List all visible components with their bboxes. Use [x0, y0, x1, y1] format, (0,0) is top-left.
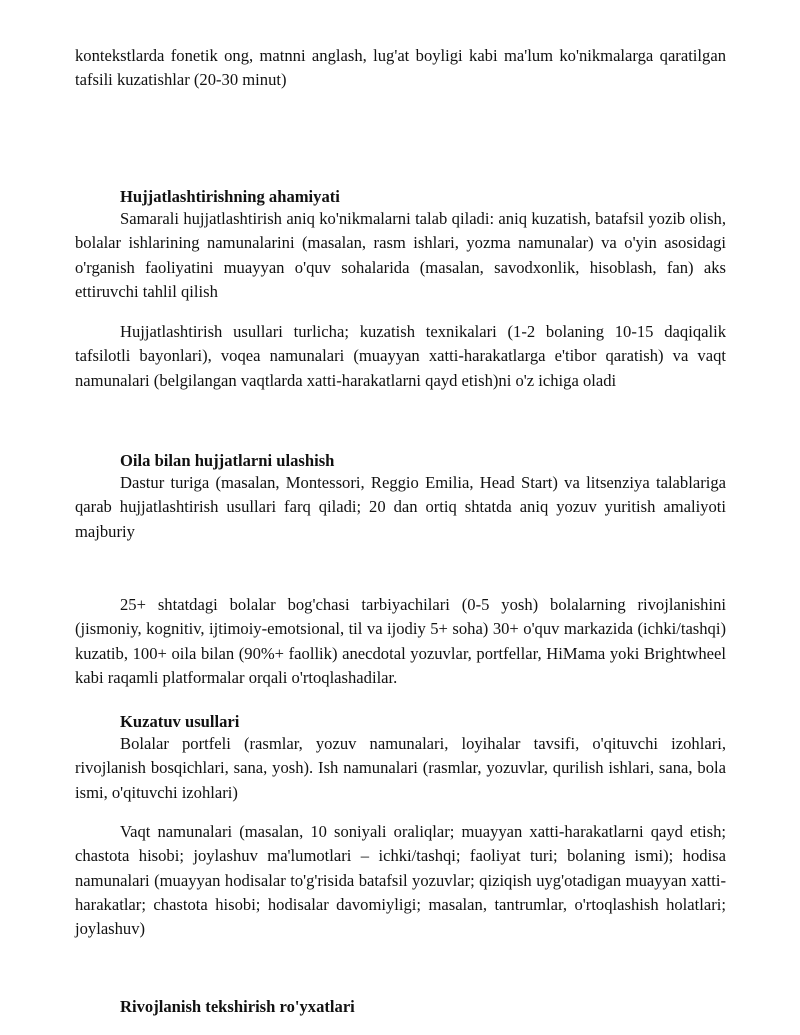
section-heading-observation-methods: Kuzatuv usullari	[120, 712, 240, 731]
continuation-paragraph: kontekstlarda fonetik ong, matnni anglash, lug'at boyligi kabi ma'lum ko'nikmalarga qaratilgan tafsili kuzatishlar (20-30 minut)	[75, 46, 726, 90]
section-heading-family-sharing: Oila bilan hujjatlarni ulashish	[120, 451, 335, 470]
paragraph-program-types: Dastur turiga (masalan, Montessori, Reggio Emilia, Head Start) va litsenziya talablariga qarab hujjatlashtirish usullari farq qiladi; 20 dan ortiq shtatda aniq yozuv yuritish amaliyoti majburiy	[75, 473, 726, 541]
paragraph-teachers-statistics: 25+ shtatdagi bolalar bog'chasi tarbiyachilari (0-5 yosh) bolalarning rivojlanishini (jismoniy, kognitiv, ijtimoiy-emotsional, til va ijodiy 5+ soha) 30+ o'quv markazida (ichki/tashqi) kuzatib, 100+ oila bilan (90%+ faollik) anecdotal yozuvlar, portfellar, HiMama yoki Brightwheel kabi raqamli platformalar orqali o'rtoqlashadilar.	[75, 595, 726, 687]
paragraph-portfolios: Bolalar portfeli (rasmlar, yozuv namunalari, loyihalar tavsifi, o'qituvchi izohlari, rivojlanish bosqichlari, sana, yosh). Ish namunalari (rasmlar, yozuvlar, qurilish ishlari, sana, bola ismi, o'qituvchi izohlari)	[75, 734, 726, 802]
paragraph-documentation-methods: Hujjatlashtirish usullari turlicha; kuzatish texnikalari (1-2 bolaning 10-15 daqiqalik tafsilotli bayonlari), voqea namunalari (muayyan xatti-harakatlarga e'tibor qaratish) va vaqt namunalari (belgilangan vaqtlarda xatti-harakatlarni qayd etish)ni o'z ichiga oladi	[75, 322, 726, 390]
paragraph-documentation-skills: Samarali hujjatlashtirish aniq ko'nikmalarni talab qiladi: aniq kuzatish, batafsil yozib olish, bolalar ishlarining namunalarini (masalan, rasm ishlari, yozma namunalar) va o'yin asosidagi o'rganish faoliyatini muayyan o'quv sohalarida (masalan, savodxonlik, hisoblash, fan) aks ettiruvchi tahlil qilish	[75, 209, 726, 301]
paragraph-time-samples: Vaqt namunalari (masalan, 10 soniyali oraliqlar; muayyan xatti-harakatlarni qayd etish; chastota hisobi; joylashuv ma'lumotlari – ichki/tashqi; faoliyat turi; bolaning ismi); hodisa namunalari (muayyan hodisalar to'g'risida batafsil yozuvlar; qiziqish uyg'otadigan muayyan xatti-harakatlar; chastota hisobi; hodisalar davomiyligi; masalan, tantrumlar, o'rtoqlashish holatlari; joylashuv)	[75, 822, 726, 939]
section-heading-developmental-checklists: Rivojlanish tekshirish ro'yxatlari	[120, 997, 355, 1016]
section-heading-documentation-importance: Hujjatlashtirishning ahamiyati	[120, 187, 340, 206]
